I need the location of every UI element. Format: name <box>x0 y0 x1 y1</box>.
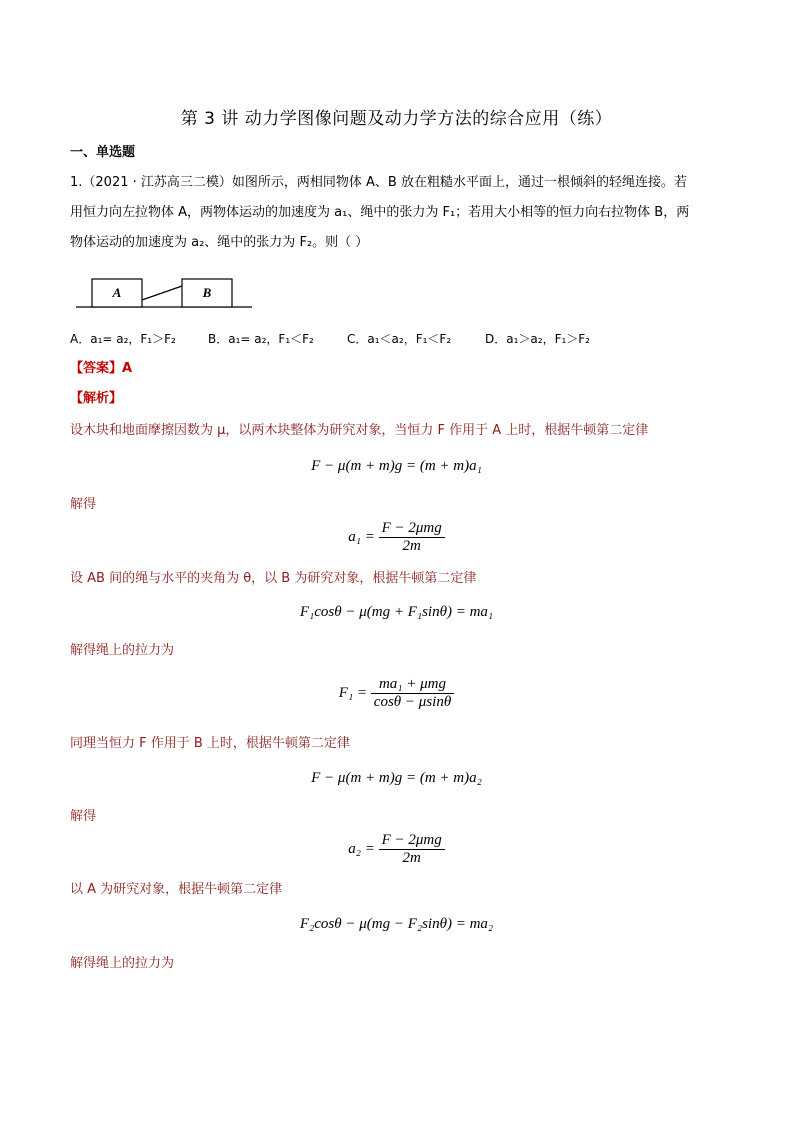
analysis-p4: 解得绳上的拉力为 <box>70 643 175 658</box>
rope <box>142 286 182 300</box>
option-a[interactable]: A．a₁= a₂，F₁＞F₂ <box>70 332 176 346</box>
option-b[interactable]: B．a₁= a₂，F₁＜F₂ <box>208 332 314 346</box>
analysis-p8: 解得绳上的拉力为 <box>70 956 175 971</box>
equation-4: F₁ = $\frac{\text{ma₁ + μmg}}{\cos\theta - \mu\sin\theta}$ <box>0 676 793 711</box>
block-b-label: B <box>202 285 212 300</box>
option-c[interactable]: C．a₁＜a₂，F₁＜F₂ <box>347 332 452 346</box>
analysis-p2: 解得 <box>70 497 97 512</box>
equation-5: F − μ(m + m)g = (m + m)a₂ <box>311 770 482 786</box>
analysis-p5: 同理当恒力 F 作用于 B 上时，根据牛顿第二定律 <box>70 736 350 751</box>
equation-2: a₁ = $\frac{\text{F − 2μmg}}{2m}$ <box>0 520 793 555</box>
question-line-3: 物体运动的加速度为 a₂、绳中的张力为 F₂。则（ ） <box>70 235 369 250</box>
page-title: 第 3 讲 动力学图像问题及动力学方法的综合应用（练） <box>180 109 613 129</box>
analysis-p6: 解得 <box>70 809 97 824</box>
equation-1: F − μ(m + m)g = (m + m)a₁ <box>311 458 482 474</box>
question-line-1: 1.（2021 · 江苏高三二模）如图所示，两相同物体 A、B 放在粗糙水平面上，通过一根倾斜的轻绳连接。若 <box>70 175 687 190</box>
question-line-2: 用恒力向左拉物体 A，两物体运动的加速度为 a₁、绳中的张力为 F₁；若用大小相等的恒力向右拉物体 B，两 <box>70 205 690 220</box>
option-d[interactable]: D．a₁＞a₂，F₁＞F₂ <box>485 332 590 346</box>
analysis-label: 【解析】 <box>70 391 123 406</box>
analysis-p3: 设 AB 间的绳与水平的夹角为 θ，以 B 为研究对象，根据牛顿第二定律 <box>70 571 477 586</box>
answer-label: 【答案】A <box>70 361 133 376</box>
equation-3: F₁cosθ − μ(mg + F₁sinθ) = ma₁ <box>299 604 494 620</box>
block-a-label: A <box>112 285 122 300</box>
equation-7: F₂cosθ − μ(mg − F₂sinθ) = ma₂ <box>299 916 494 932</box>
analysis-p7: 以 A 为研究对象，根据牛顿第二定律 <box>70 882 283 897</box>
blocks-diagram <box>76 276 256 312</box>
analysis-p1: 设木块和地面摩擦因数为 μ，以两木块整体为研究对象，当恒力 F 作用于 A 上时，根据牛顿第二定律 <box>70 423 649 438</box>
section-heading: 一、单选题 <box>70 145 136 160</box>
equation-6: a₂ = $\frac{\text{F − 2μmg}}{2m}$ <box>0 832 793 867</box>
